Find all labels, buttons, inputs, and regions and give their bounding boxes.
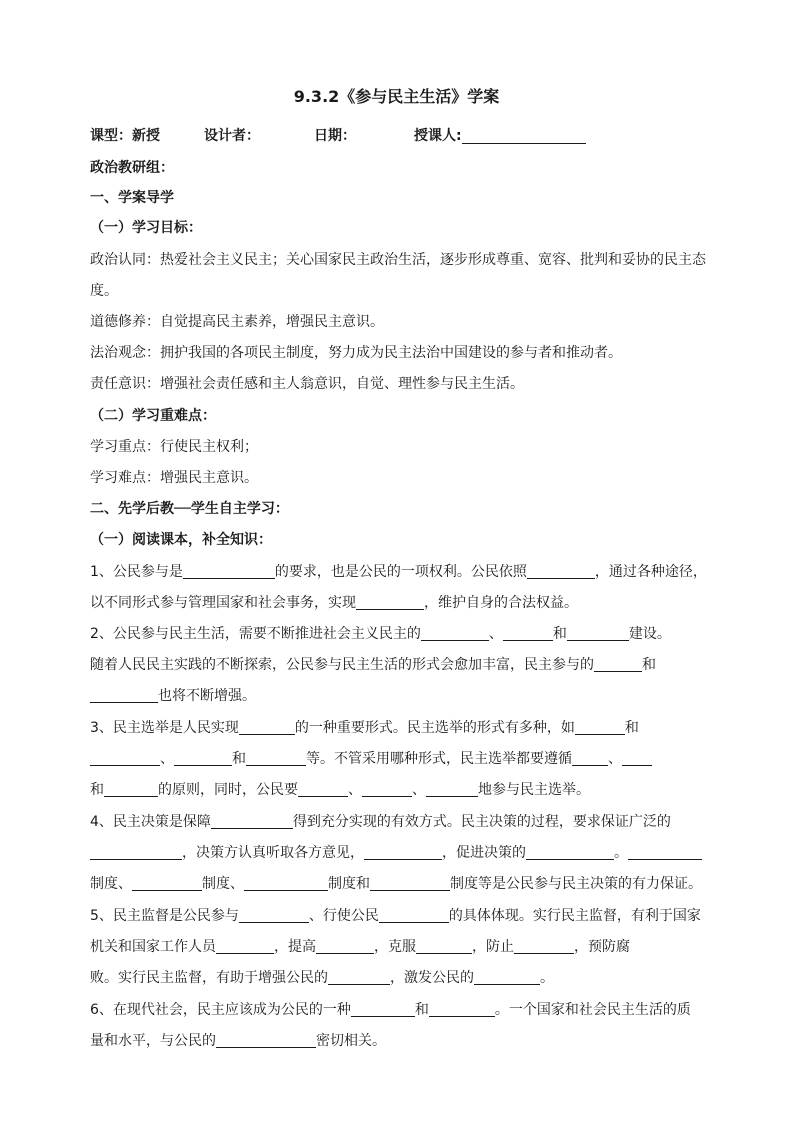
- text: 、: [160, 751, 174, 767]
- question-4-line-2: [90, 843, 704, 863]
- blank[interactable]: [364, 843, 442, 860]
- blank[interactable]: [567, 624, 629, 641]
- section2-heading: 二、先学后教──学生自主学习：: [90, 501, 289, 517]
- blank[interactable]: [527, 562, 595, 579]
- text: 。一个国家和社会民主生活的质: [494, 1002, 691, 1018]
- text: 和: [552, 626, 567, 642]
- text: 败。实行民主监督，有助于增强公民的: [90, 970, 328, 986]
- text: 和: [232, 751, 246, 767]
- blank[interactable]: [183, 562, 275, 579]
- section1-subheading-keypoints: （二）学习重难点：: [90, 408, 216, 424]
- blank[interactable]: [316, 937, 374, 954]
- text: 制度、: [90, 876, 132, 892]
- question-6-line-2: [90, 1031, 704, 1051]
- blank[interactable]: [132, 874, 202, 891]
- blank[interactable]: [239, 718, 295, 735]
- difficult-point: 学习难点：增强民主意识。: [90, 470, 258, 486]
- goal-moral: 道德修养：自觉提高民主素养，增强民主意识。: [90, 314, 384, 330]
- question-5-line-2: [90, 937, 704, 957]
- blank[interactable]: [416, 937, 472, 954]
- text: 的一种重要形式。民主选举的形式有多种，如: [294, 720, 575, 736]
- question-4-line-1: [90, 812, 704, 832]
- blank[interactable]: [503, 624, 553, 641]
- blank[interactable]: [356, 593, 424, 610]
- goal-political: 政治认同：热爱社会主义民主；关心国家民主政治生活，逐步形成尊重、宽容、批判和妥协的民主态: [90, 252, 706, 268]
- text: 4、民主决策是保障: [90, 814, 211, 830]
- blank[interactable]: [628, 843, 702, 860]
- text: 的要求，也是公民的一项权利。公民依照: [274, 564, 527, 580]
- page-title: 9.3.2《参与民主生活》学案: [293, 87, 500, 106]
- text: 3、民主选举是人民实现: [90, 720, 239, 736]
- text: 。: [540, 970, 554, 986]
- teacher-blank[interactable]: [462, 126, 586, 144]
- text: 、行使公民: [308, 908, 379, 924]
- section2-subheading: （一）阅读课本，补全知识：: [90, 532, 272, 548]
- blank[interactable]: [174, 749, 232, 766]
- group-label: 政治教研组：: [90, 160, 174, 176]
- text: ，克服: [374, 939, 416, 955]
- question-5-line-1: [90, 906, 704, 926]
- section1-heading: 一、学案导学: [90, 190, 174, 206]
- text: 建设。: [628, 626, 671, 642]
- blank[interactable]: [90, 686, 158, 703]
- blank[interactable]: [421, 624, 489, 641]
- text: 随着人民民主实践的不断探索，公民参与民主生活的形式会愈加丰富，民主参与的: [90, 657, 594, 673]
- text: 得到充分实现的有效方式。民主决策的过程，要求保证广泛的: [292, 814, 671, 830]
- text: 6、在现代社会，民主应该成为公民的一种: [90, 1002, 351, 1018]
- text: 也将不断增强。: [158, 688, 256, 704]
- designer-label: 设计者：: [204, 128, 260, 144]
- text: ，提高: [274, 939, 316, 955]
- question-2-line-1: [90, 624, 704, 644]
- blank[interactable]: [216, 937, 274, 954]
- goal-law: 法治观念：拥护我国的各项民主制度，努力成为民主法治中国建设的参与者和推动者。: [90, 345, 622, 361]
- question-4-line-3: [90, 874, 704, 894]
- blank[interactable]: [362, 780, 412, 797]
- text: 、: [608, 751, 622, 767]
- question-1-line-1: [90, 562, 707, 582]
- text: 制度、: [202, 876, 244, 892]
- text: 密切相关。: [316, 1033, 386, 1049]
- text: 制度和: [328, 876, 370, 892]
- text: 地参与民主选举。: [478, 782, 590, 798]
- question-3-line-1: [90, 718, 704, 738]
- text: ，防止: [472, 939, 514, 955]
- question-1-line-2: [90, 593, 704, 613]
- blank[interactable]: [244, 874, 328, 891]
- text: 和: [90, 782, 104, 798]
- text: ，预防腐: [574, 939, 630, 955]
- text: 以不同形式参与管理国家和社会事务，实现: [90, 595, 356, 611]
- blank[interactable]: [90, 843, 182, 860]
- blank[interactable]: [211, 812, 293, 829]
- text: 和: [642, 657, 656, 673]
- blank[interactable]: [216, 1031, 316, 1048]
- text: 和: [624, 720, 639, 736]
- question-5-line-3: [90, 968, 704, 988]
- text: 量和水平，与公民的: [90, 1033, 216, 1049]
- text: 1、公民参与是: [90, 564, 183, 580]
- text: 。: [614, 845, 628, 861]
- text: 制度等是公民参与民主决策的有力保证。: [450, 876, 702, 892]
- teacher-label: 授课人:: [414, 128, 462, 144]
- blank[interactable]: [246, 749, 306, 766]
- question-6-line-1: [90, 1000, 704, 1020]
- text: ，维护自身的合法权益。: [424, 595, 578, 611]
- blank[interactable]: [594, 655, 642, 672]
- goal-political-cont: 度。: [90, 283, 118, 299]
- blank[interactable]: [351, 1000, 415, 1017]
- date-label: 日期：: [314, 128, 356, 144]
- text: 、: [348, 782, 362, 798]
- blank[interactable]: [90, 749, 160, 766]
- text: 、: [412, 782, 426, 798]
- blank[interactable]: [328, 968, 390, 985]
- text: 的原则，同时，公民要: [158, 782, 298, 798]
- blank[interactable]: [572, 749, 608, 766]
- course-type-label: 课型：新授: [90, 128, 160, 144]
- text: ，激发公民的: [390, 970, 474, 986]
- text: 的具体体现。实行民主监督，有利于国家: [448, 908, 701, 924]
- text: ，通过各种途径，: [594, 564, 707, 580]
- key-point: 学习重点：行使民主权利；: [90, 439, 258, 455]
- question-3-line-2: [90, 749, 704, 769]
- text: 5、民主监督是公民参与: [90, 908, 239, 924]
- blank[interactable]: [514, 937, 574, 954]
- blank[interactable]: [239, 906, 309, 923]
- blank[interactable]: [104, 780, 158, 797]
- blank[interactable]: [426, 780, 478, 797]
- blank[interactable]: [370, 874, 450, 891]
- text: ，促进决策的: [442, 845, 526, 861]
- blank[interactable]: [575, 718, 625, 735]
- section1-subheading-goals: （一）学习目标：: [90, 220, 202, 236]
- text: 和: [414, 1002, 429, 1018]
- text: ，决策方认真听取各方意见，: [182, 845, 364, 861]
- blank[interactable]: [526, 843, 614, 860]
- text: 、: [488, 626, 503, 642]
- blank[interactable]: [429, 1000, 495, 1017]
- question-2-line-3: [90, 686, 704, 706]
- text: 等。不管采用哪种形式，民主选举都要遵循: [306, 751, 572, 767]
- question-2-line-2: [90, 655, 704, 675]
- blank[interactable]: [298, 780, 348, 797]
- text: 机关和国家工作人员: [90, 939, 216, 955]
- blank[interactable]: [622, 749, 652, 766]
- goal-responsibility: 责任意识：增强社会责任感和主人翁意识，自觉、理性参与民主生活。: [90, 376, 524, 392]
- text: 2、公民参与民主生活，需要不断推进社会主义民主的: [90, 626, 421, 642]
- blank[interactable]: [474, 968, 540, 985]
- blank[interactable]: [379, 906, 449, 923]
- question-3-line-3: [90, 780, 704, 800]
